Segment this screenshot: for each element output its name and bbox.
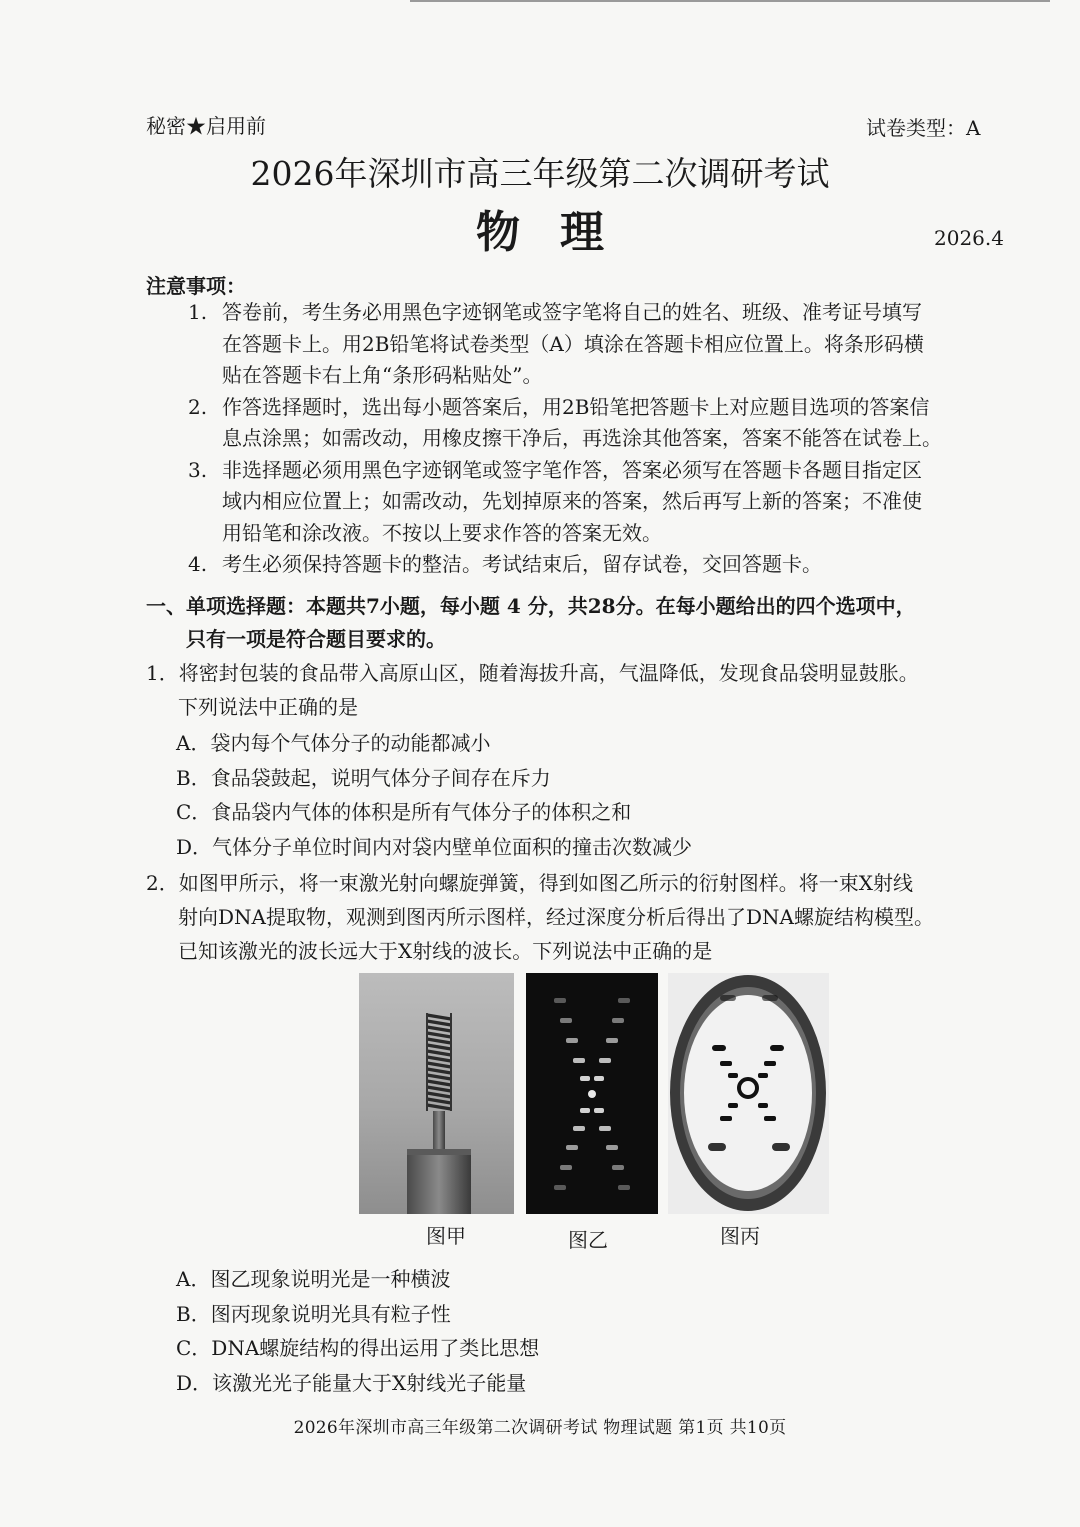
- section-heading-line: 一、单项选择题：本题共7小题，每小题 4 分，共28分。在每小题给出的四个选项中，: [146, 594, 916, 618]
- notice-number: 1.: [188, 300, 208, 324]
- notice-item: [188, 297, 1018, 392]
- notice-item: [188, 392, 1018, 455]
- option-d: D．气体分子单位时间内对袋内壁单位面积的撞击次数减少: [176, 834, 693, 859]
- figure-yi-diffraction-pattern: [526, 973, 658, 1214]
- question-line: 下列说法中正确的是: [178, 695, 358, 719]
- section-heading-line: 只有一项是符合题目要求的。: [186, 627, 446, 651]
- question-line: 已知该激光的波长远大于X射线的波长。下列说法中正确的是: [178, 939, 713, 963]
- option-b: B．图丙现象说明光具有粒子性: [176, 1301, 451, 1326]
- notice-number: 2.: [188, 394, 208, 419]
- notice-number: 3.: [188, 457, 208, 482]
- notice-text: [222, 549, 822, 581]
- section-heading: [146, 590, 916, 656]
- question-line: 2．如图甲所示，将一束激光射向螺旋弹簧，得到如图乙所示的衍射图样。将一束X射线: [146, 871, 913, 895]
- question-line: 1．将密封包装的食品带入高原山区，随着海拔升高，气温降低，发现食品袋明显鼓胀。: [146, 661, 919, 685]
- x-diffraction-illustration: [526, 973, 658, 1214]
- notice-number: 4.: [188, 552, 208, 576]
- notice-list: [188, 297, 1018, 581]
- confidential-mark: 秘密★启用前: [146, 114, 266, 138]
- scan-top-line: [410, 0, 1050, 2]
- figure-bing-xray-pattern: [668, 973, 829, 1214]
- option-c: C．食品袋内气体的体积是所有气体分子的体积之和: [176, 800, 632, 824]
- figure-label-jia: 图甲: [426, 1224, 466, 1248]
- exam-title: 2026年深圳市高三年级第二次调研考试: [250, 154, 830, 193]
- notice-line: 非选择题必须用黑色字迹钢笔或签字笔作答，答案必须写在答题卡各题目指定区: [222, 457, 922, 482]
- option-d: D．该激光光子能量大于X射线光子能量: [176, 1370, 527, 1395]
- notice-line: 考生必须保持答题卡的整洁。考试结束后，留存试卷，交回答题卡。: [222, 552, 822, 576]
- notice-line: 用铅笔和涂改液。不按以上要求作答的答案无效。: [222, 520, 662, 545]
- page-footer: 2026年深圳市高三年级第二次调研考试 物理试题 第1页 共10页: [293, 1418, 787, 1438]
- exam-date: 2026.4: [934, 226, 1004, 250]
- question-2-options: [176, 1262, 539, 1400]
- figure-jia-spring-photo: [359, 973, 514, 1214]
- paper-type: 试卷类型：A: [866, 116, 981, 140]
- option-a: A．袋内每个气体分子的动能都减小: [176, 731, 491, 755]
- question-1-stem: [146, 656, 919, 724]
- option-b: B．食品袋鼓起，说明气体分子间存在斥力: [176, 765, 551, 790]
- option-c: C．DNA螺旋结构的得出运用了类比思想: [176, 1336, 540, 1360]
- notice-line: 答卷前，考生务必用黑色字迹钢笔或签字笔将自己的姓名、班级、准考证号填写: [222, 300, 922, 324]
- notice-heading: 注意事项：: [146, 274, 246, 298]
- question-2-stem: [146, 866, 934, 968]
- notice-text: [222, 392, 942, 455]
- question-line: 射向DNA提取物，观测到图丙所示图样，经过深度分析后得出了DNA螺旋结构模型。: [178, 905, 934, 929]
- dna-xray-illustration: [668, 973, 829, 1214]
- notice-item: [188, 549, 1018, 581]
- figure-label-bing: 图丙: [720, 1224, 760, 1248]
- notice-item: [188, 455, 1018, 550]
- notice-line: 在答题卡上。用2B铅笔将试卷类型（A）填涂在答题卡相应位置上。将条形码横: [222, 331, 924, 356]
- notice-line: 息点涂黑；如需改动，用橡皮擦干净后，再选涂其他答案，答案不能答在试卷上。: [222, 426, 942, 450]
- question-1-options: [176, 726, 692, 864]
- notice-text: [222, 455, 922, 550]
- notice-line: 贴在答题卡右上角“条形码粘贴处”。: [222, 363, 543, 387]
- notice-line: 作答选择题时，选出每小题答案后，用2B铅笔把答题卡上对应题目选项的答案信: [222, 394, 930, 419]
- notice-line: 域内相应位置上；如需改动，先划掉原来的答案，然后再写上新的答案；不准使: [222, 489, 922, 513]
- figure-label-yi: 图乙: [568, 1228, 608, 1252]
- option-a: A．图乙现象说明光是一种横波: [176, 1267, 451, 1291]
- subject-title: 物理: [476, 207, 644, 258]
- notice-text: [222, 297, 924, 392]
- spring-illustration: [359, 973, 514, 1214]
